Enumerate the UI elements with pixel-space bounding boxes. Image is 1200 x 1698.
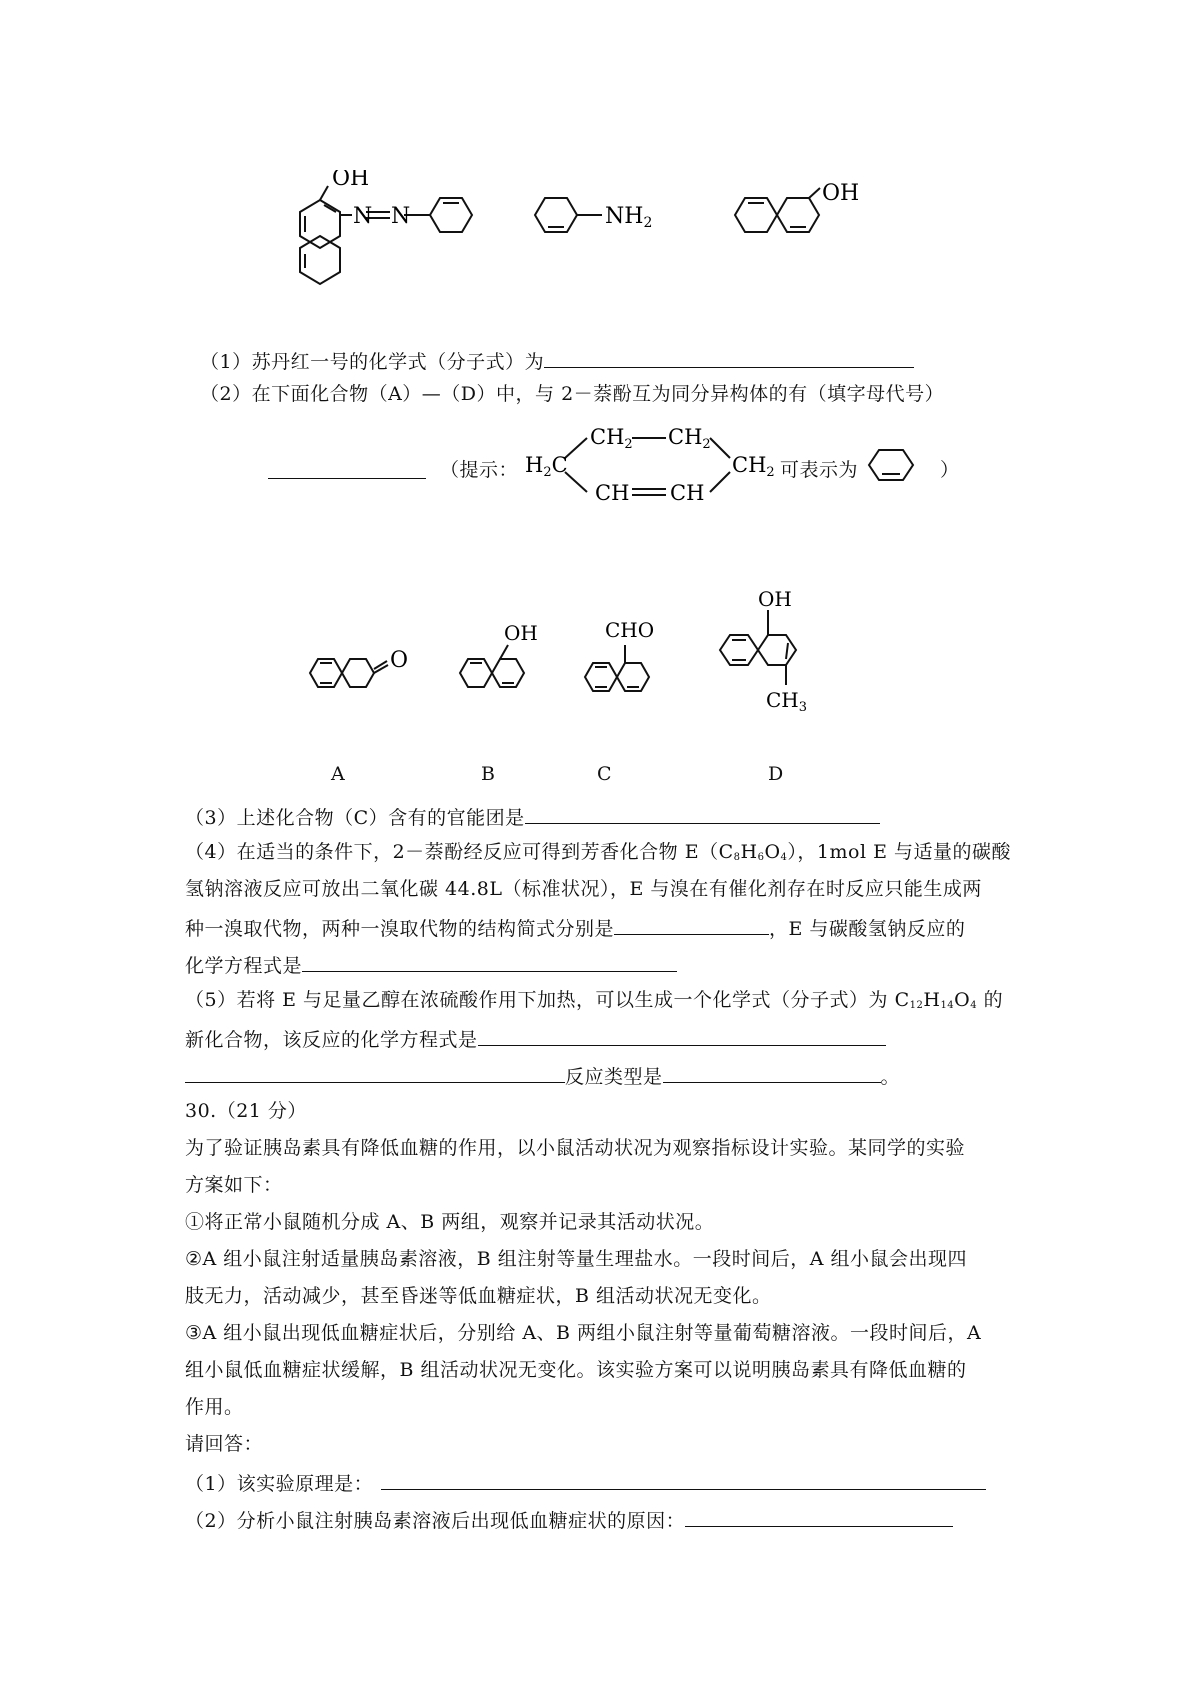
q2-hint-mid: 可表示为 [780, 459, 859, 481]
q5-line-3: 反应类型是 。 [185, 1062, 900, 1089]
q1-text: （1）苏丹红一号的化学式（分子式）为 [200, 351, 545, 373]
q4-line-2: 氢钠溶液反应可放出二氧化碳 44.8L（标准状况），E 与溴在有催化剂存在时反应只能生成两 [185, 878, 982, 900]
q30-intro-1: 为了验证胰岛素具有降低血糖的作用，以小鼠活动状况为观察指标设计实验。某同学的实验 [185, 1137, 966, 1159]
hint-ch2-c: CH2 [732, 453, 775, 480]
q30-step-1: ①将正常小鼠随机分成 A、B 两组，观察并记录其活动状况。 [185, 1211, 715, 1233]
compound-b-oh: OH [504, 621, 538, 645]
question-2 [200, 382, 944, 406]
q2-text: （2）在下面化合物（A）—（D）中，与 2－萘酚互为同分异构体的有（填字母代号） [200, 383, 945, 405]
q4-line-4: 化学方程式是 [185, 951, 677, 978]
label-c: C [597, 763, 613, 785]
question-1 [200, 347, 914, 374]
q2-hint-end: ） [940, 459, 960, 481]
oh-label: OH [332, 170, 370, 191]
q30-principle-blank[interactable] [381, 1469, 986, 1490]
compound-d-oh: OH [758, 587, 792, 611]
top-structures [280, 170, 980, 300]
hint-structure [520, 420, 980, 510]
q30-step-2b: 肢无力，活动减少，甚至昏迷等低血糖症状，B 组活动状况无变化。 [185, 1285, 772, 1307]
q4-bromo-blank[interactable] [614, 914, 769, 935]
label-a: A [331, 763, 346, 785]
q5-type-blank[interactable] [663, 1062, 881, 1083]
nh2-label: NH2 [605, 204, 653, 231]
q5-equation-blank-2[interactable] [185, 1062, 565, 1083]
q30-step-3a: ③A 组小鼠出现低血糖症状后，分别给 A、B 两组小鼠注射等量葡萄糖溶液。一段时间后，A [185, 1322, 982, 1344]
oh2-label: OH [822, 181, 860, 206]
q5-equation-blank-1[interactable] [478, 1025, 886, 1046]
label-d: D [768, 763, 784, 785]
q4-line-1: （4）在适当的条件下，2－萘酚经反应可得到芳香化合物 $E(C_8H_6O_4)$，1mol E 与适量的碳酸 [185, 841, 1011, 863]
q1-answer-blank[interactable] [544, 347, 914, 368]
compound-d-ch3: $CH_3$ [766, 688, 808, 715]
q5-line-1: （5）若将 E 与足量乙醇在浓硫酸作用下加热，可以生成一个化学式（分子式）为 $C_{12}H_{14}O_4$ 的 [185, 989, 1004, 1011]
q30-ask: 请回答： [185, 1433, 264, 1455]
q30-heading: 30.（21 分） [185, 1100, 307, 1122]
hint-ch-a: CH [595, 481, 630, 505]
q5-line-2: 新化合物，该反应的化学方程式是 [185, 1025, 886, 1052]
q30-step-2a: ②A 组小鼠注射适量胰岛素溶液，B 组注射等量生理盐水。一段时间后，A 组小鼠会出现四 [185, 1248, 968, 1270]
compound-structures [300, 585, 860, 740]
n2-label: N [391, 204, 411, 229]
hint-ch2-b: CH2 [668, 425, 711, 452]
compound-c-cho: CHO [605, 618, 655, 642]
q2-answer-blank[interactable] [268, 458, 426, 479]
q3-answer-blank[interactable] [525, 803, 880, 824]
q30-intro-2: 方案如下： [185, 1174, 283, 1196]
q30-step-3b: 组小鼠低血糖症状缓解，B 组活动状况无变化。该实验方案可以说明胰岛素具有降低血糖的 [185, 1359, 967, 1381]
hint-ch2-a: CH2 [590, 425, 633, 452]
compound-a-o: O [390, 648, 409, 673]
q30-sub-2: （2）分析小鼠注射胰岛素溶液后出现低血糖症状的原因： [185, 1506, 953, 1533]
q3-text: （3）上述化合物（C）含有的官能团是 [185, 807, 525, 829]
q30-step-3c: 作用。 [185, 1396, 244, 1418]
q2-answer-line [268, 458, 426, 485]
q30-sub-1: （1）该实验原理是： [185, 1469, 986, 1496]
q2-hint-prefix: （提示： [440, 459, 519, 481]
q4-equation-blank[interactable] [302, 951, 677, 972]
hint-ch-b: CH [670, 481, 705, 505]
label-b: B [481, 763, 496, 785]
q4-line-3: 种一溴取代物，两种一溴取代物的结构简式分别是 ，E 与碳酸氢钠反应的 [185, 914, 965, 941]
n1-label: N [353, 204, 373, 229]
hint-h2o: H2C [525, 453, 568, 480]
question-3 [185, 803, 880, 830]
q30-reason-blank[interactable] [685, 1506, 953, 1527]
